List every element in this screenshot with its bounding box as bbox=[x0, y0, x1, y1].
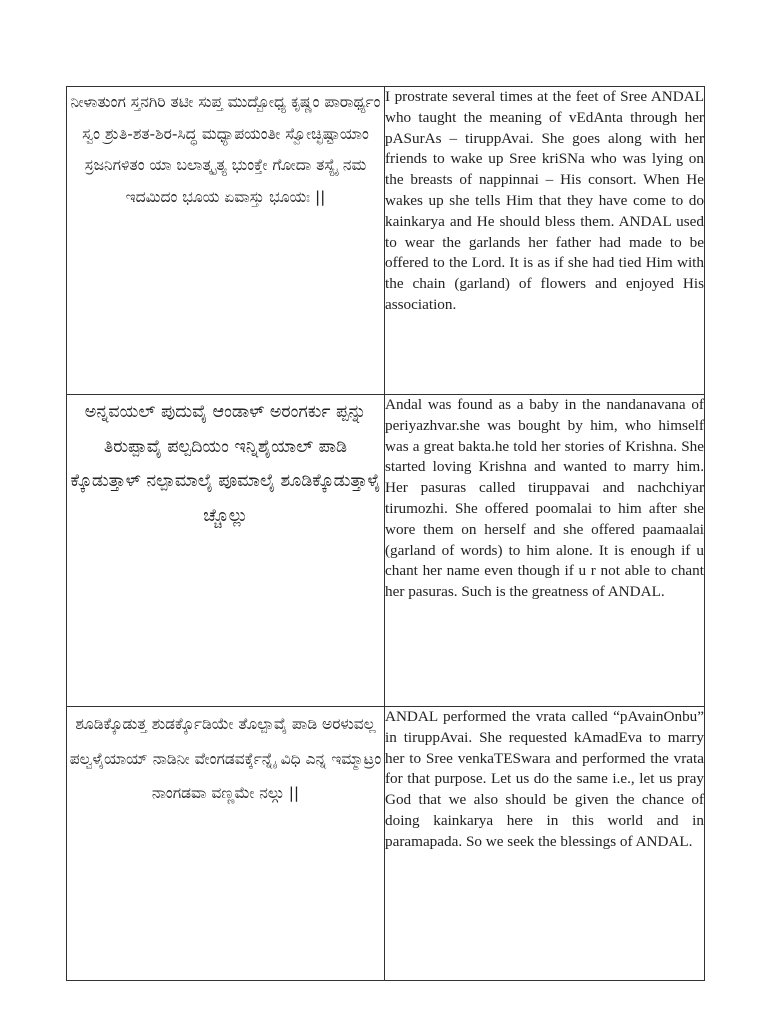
table-row bbox=[67, 707, 705, 981]
verse-table bbox=[66, 86, 705, 981]
english-translation-text: I prostrate several times at the feet of Sree ANDAL who taught the meaning of vEdAnta through her pASurAs – tiruppAvai. She goes along with her friends to wake up Sree kriSNa who was lying on the breasts of nappinnai – His consort. When He wakes up she tells Him that they have come to do kainkarya and He should bless them. ANDAL used to wear the garlands her father had made to be offered to the Lord. It is as if she had tied Him with the chain (garland) of flowers and enjoyed His association. bbox=[385, 88, 704, 313]
english-translation-text: Andal was found as a baby in the nandanavana of periyazhvar.she was bought by him, who himself was a great bakta.he told her stories of Krishna. She started loving Krishna and wanted to marry him. Her pasuras called tiruppavai and nachchiyar tirumozhi. She offered poomalai to him after she wore them on herself and she offered paamaalai (garland of words) to him alone. It is enough if u chant her name even though if u r not able to chant her pasuras. Such is the greatness of ANDAL. bbox=[385, 396, 704, 601]
kannada-verse bbox=[67, 395, 385, 707]
table-row bbox=[67, 395, 705, 707]
english-translation-text: ANDAL performed the vrata called “pAvainOnbu” in tiruppAvai. She requested kAmadEva to marry her to Sree venkaTESwara and performed the vrata for that purpose. Let us do the same i.e., let us pray God that we also should be given the chance of doing kainkarya here in this world and in paramapada. So we seek the blessings of ANDAL. bbox=[385, 708, 704, 850]
kannada-verse-text: ನೀಳಾತುಂಗ ಸ್ತನಗಿರಿ ತಟೀ ಸುಪ್ತ ಮುದ್ಬೋಧ್ಯ ಕೃಷ್ಣಂ ಪಾರಾರ್ಥ್ಯಂ ಸ್ವಂ ಶ್ರುತಿ-ಶತ-ಶಿರ-ಸಿದ್ಧ ಮಧ್ಯಾಪಯಂತೀ ಸ್ವೋಚ್ಛಿಷ್ಟಾಯಾಂ ಸ್ರಜನಿಗಳಿತಂ ಯಾ ಬಲಾತ್ಕೃತ್ಯ ಭುಂಕ್ತೇ ಗೋದಾ ತಸ್ಯೈ ನಮ ಇದಮಿದಂ ಭೂಯ ಏವಾಸ್ತು ಭೂಯಃ || bbox=[70, 93, 381, 206]
english-translation bbox=[385, 707, 705, 981]
english-translation bbox=[385, 395, 705, 707]
kannada-verse bbox=[67, 707, 385, 981]
kannada-verse bbox=[67, 87, 385, 395]
kannada-verse-text: ಶೂಡಿಕ್ಕೊಡುತ್ತ ಶುಡರ್ಕ್ಕೊಡಿಯೇ ತೊಲ್ಪಾವೈ ಪಾಡಿ ಅರಳುವಲ್ಲ ಪಲ್ವಳೈಯಾಯ್ ನಾಡಿನೀ ವೇಂಗಡವರ್ಕ್ಕೆನ್ನೈ ವಿಧಿ ಎನ್ನ ಇಮ್ಮಾಟ್ರಂ ನಾಂಗಡವಾ ವಣ್ಣಮೇ ನಲ್ಗು || bbox=[69, 715, 382, 802]
table-row bbox=[67, 87, 705, 395]
english-translation bbox=[385, 87, 705, 395]
kannada-verse-text: ಅನ್ನವಯಲ್ ಪುದುವೈ ಆಂಡಾಳ್ ಅರಂಗರ್ಕು ಪ್ಪನ್ನು ತಿರುಪ್ಪಾವೈ ಪಲ್ಪದಿಯಂ ಇನ್ನಿಶೈಯಾಲ್ ಪಾಡಿ ಕ್ಕೊಡುತ್ತಾಳ್ ನಲ್ಪಾಮಾಲೈ ಪೂಮಾಲೈ ಶೂಡಿಕ್ಕೊಡುತ್ತಾಳೈ ಚ್ಚೊಲ್ಲು bbox=[70, 402, 381, 526]
